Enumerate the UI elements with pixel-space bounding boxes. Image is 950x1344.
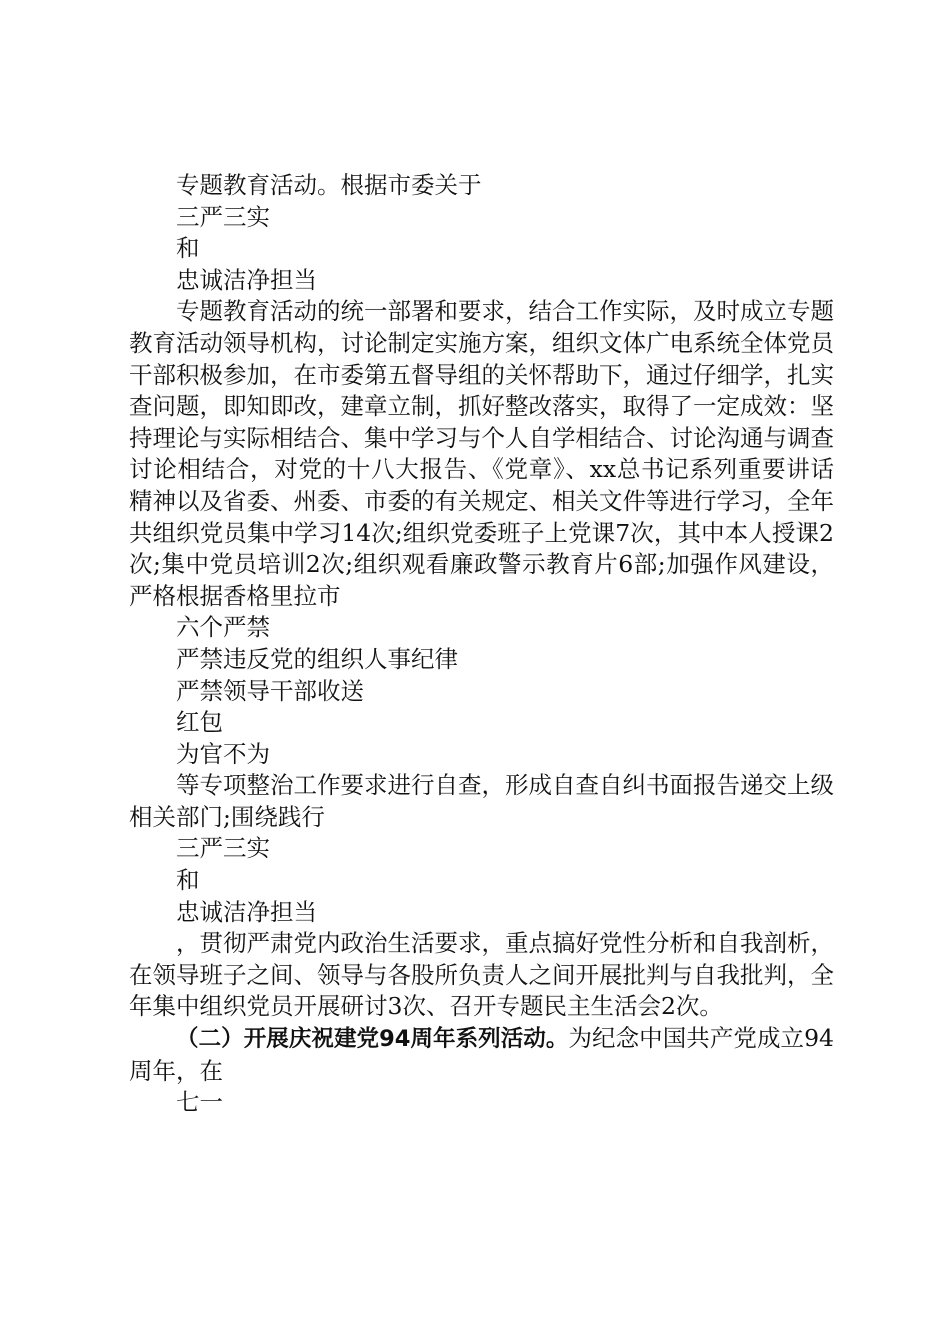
text-line: 三严三实 — [176, 834, 270, 863]
paragraph-text: 为纪念中国共产党成立94周年，在 — [129, 1024, 834, 1085]
paragraph-section-two — [129, 1023, 834, 1087]
document-body — [129, 170, 834, 1119]
section-heading: （二）开展庆祝建党94周年系列活动。 — [176, 1026, 569, 1053]
text-line: 忠诚洁净担当 — [176, 265, 317, 294]
text-line: 严禁违反党的组织人事纪律 — [176, 644, 458, 673]
text-line: 为官不为 — [176, 739, 270, 768]
text-line: 严禁领导干部收送 — [176, 676, 364, 705]
text-line: 红包 — [176, 708, 223, 737]
text-line: 忠诚洁净担当 — [176, 897, 317, 926]
text-line: 六个严禁 — [176, 613, 270, 642]
text-line: 七一 — [176, 1088, 223, 1117]
text-line: 专题教育活动。根据市委关于 — [176, 171, 482, 199]
text-line: 和 — [176, 866, 200, 895]
paragraph: 专题教育活动的统一部署和要求，结合工作实际，及时成立专题教育活动领导机构，讨论制定实施方案，组织文体广电系统全体党员干部积极参加，在市委第五督导组的关怀帮助下，通过仔细学，扎实查问题，即知即改，建章立制，抓好整改落实，取得了一定成效：坚持理论与实际相结合、集中学习与个人自学相结合、讨论沟通与调查讨论相结合，对党的十八大报告、《党章》、xx总书记系列重要讲话精神以及省委、州委、市委的有关规定、相关文件等进行学习，全年共组织党员集中学习14次;组织党委班子上党课7次，其中本人授课2次;集中党员培训2次;组织观看廉政警示教育片6部;加强作风建设，严格根据香格里拉市 — [129, 297, 834, 610]
text-line: 三严三实 — [176, 202, 270, 231]
text-line: 和 — [176, 234, 200, 263]
paragraph: ，贯彻严肃党内政治生活要求，重点搞好党性分析和自我剖析，在领导班子之间、领导与各股所负责人之间开展批判与自我批判，全年集中组织党员开展研讨3次、召开专题民主生活会2次。 — [129, 929, 834, 1021]
paragraph: 等专项整治工作要求进行自查，形成自查自纠书面报告递交上级相关部门;围绕践行 — [129, 771, 834, 831]
